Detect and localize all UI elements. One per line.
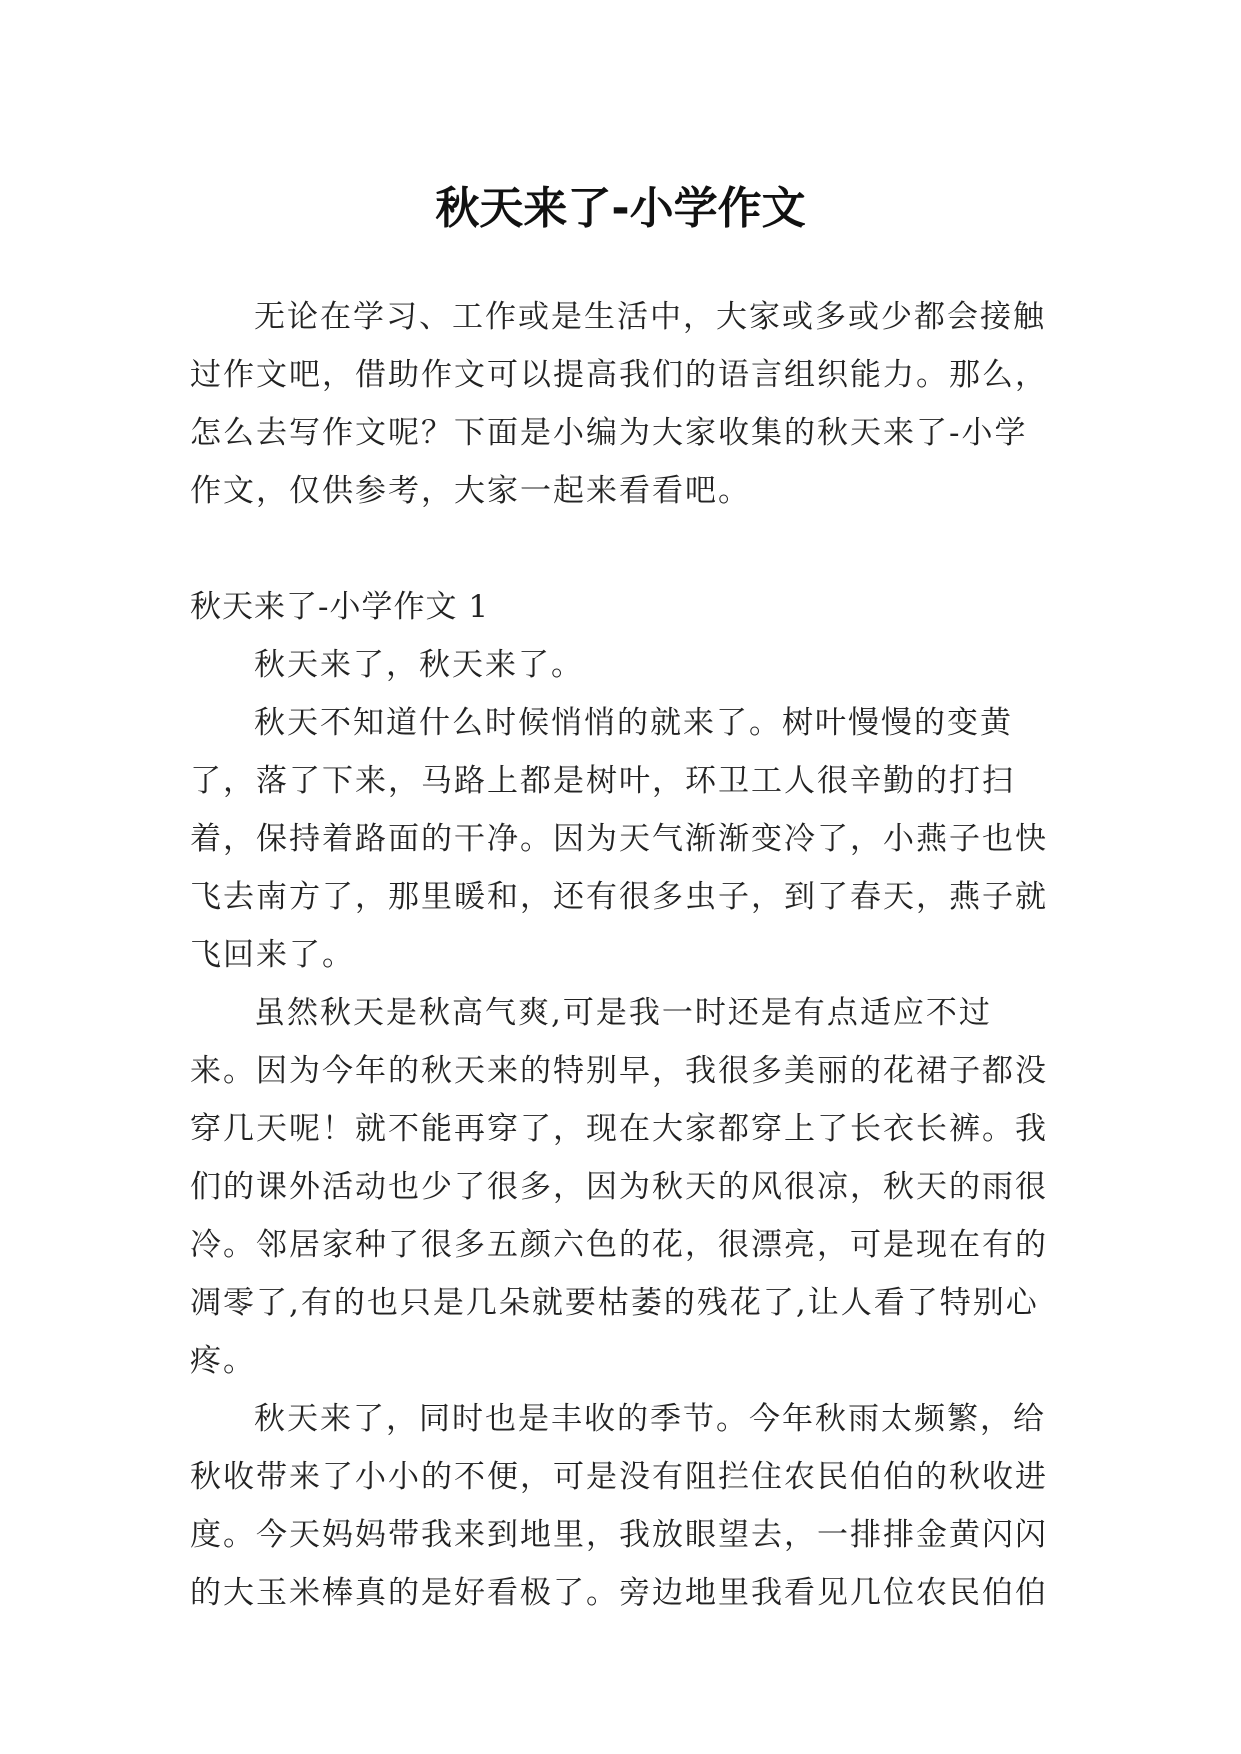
document-title: 秋天来了-小学作文 <box>435 183 806 235</box>
intro-paragraph: 无论在学习、工作或是生活中，大家或多或少都会接触过作文吧，借助作文可以提高我们的语言组织能力。那么，怎么去写作文呢？下面是小编为大家收集的秋天来了-小学作文，仅供参考，大家一起来看看吧。 <box>190 299 1048 509</box>
section-heading: 秋天来了-小学作文 1 <box>190 589 490 625</box>
document-body <box>190 288 1050 1622</box>
body-paragraph-3: 虽然秋天是秋高气爽,可是我一时还是有点适应不过来。因为今年的秋天来的特别早，我很多美丽的花裙子都没穿几天呢！就不能再穿了，现在大家都穿上了长衣长裤。我们的课外活动也少了很多，因为秋天的风很凉，秋天的雨很冷。邻居家种了很多五颜六色的花，很漂亮，可是现在有的凋零了,有的也只是几朵就要枯萎的残花了,让人看了特别心疼。 <box>190 995 1048 1379</box>
body-paragraph-2: 秋天不知道什么时候悄悄的就来了。树叶慢慢的变黄了，落了下来，马路上都是树叶，环卫工人很辛勤的打扫着，保持着路面的干净。因为天气渐渐变冷了，小燕子也快飞去南方了，那里暖和，还有很多虫子，到了春天，燕子就飞回来了。 <box>190 705 1048 973</box>
body-paragraph-4: 秋天来了，同时也是丰收的季节。今年秋雨太频繁，给秋收带来了小小的不便，可是没有阻拦住农民伯伯的秋收进度。今天妈妈带我来到地里，我放眼望去，一排排金黄闪闪的大玉米棒真的是好看极了。旁边地里我看见几位农民伯伯 <box>190 1401 1048 1611</box>
body-paragraph-1: 秋天来了，秋天来了。 <box>254 647 584 683</box>
